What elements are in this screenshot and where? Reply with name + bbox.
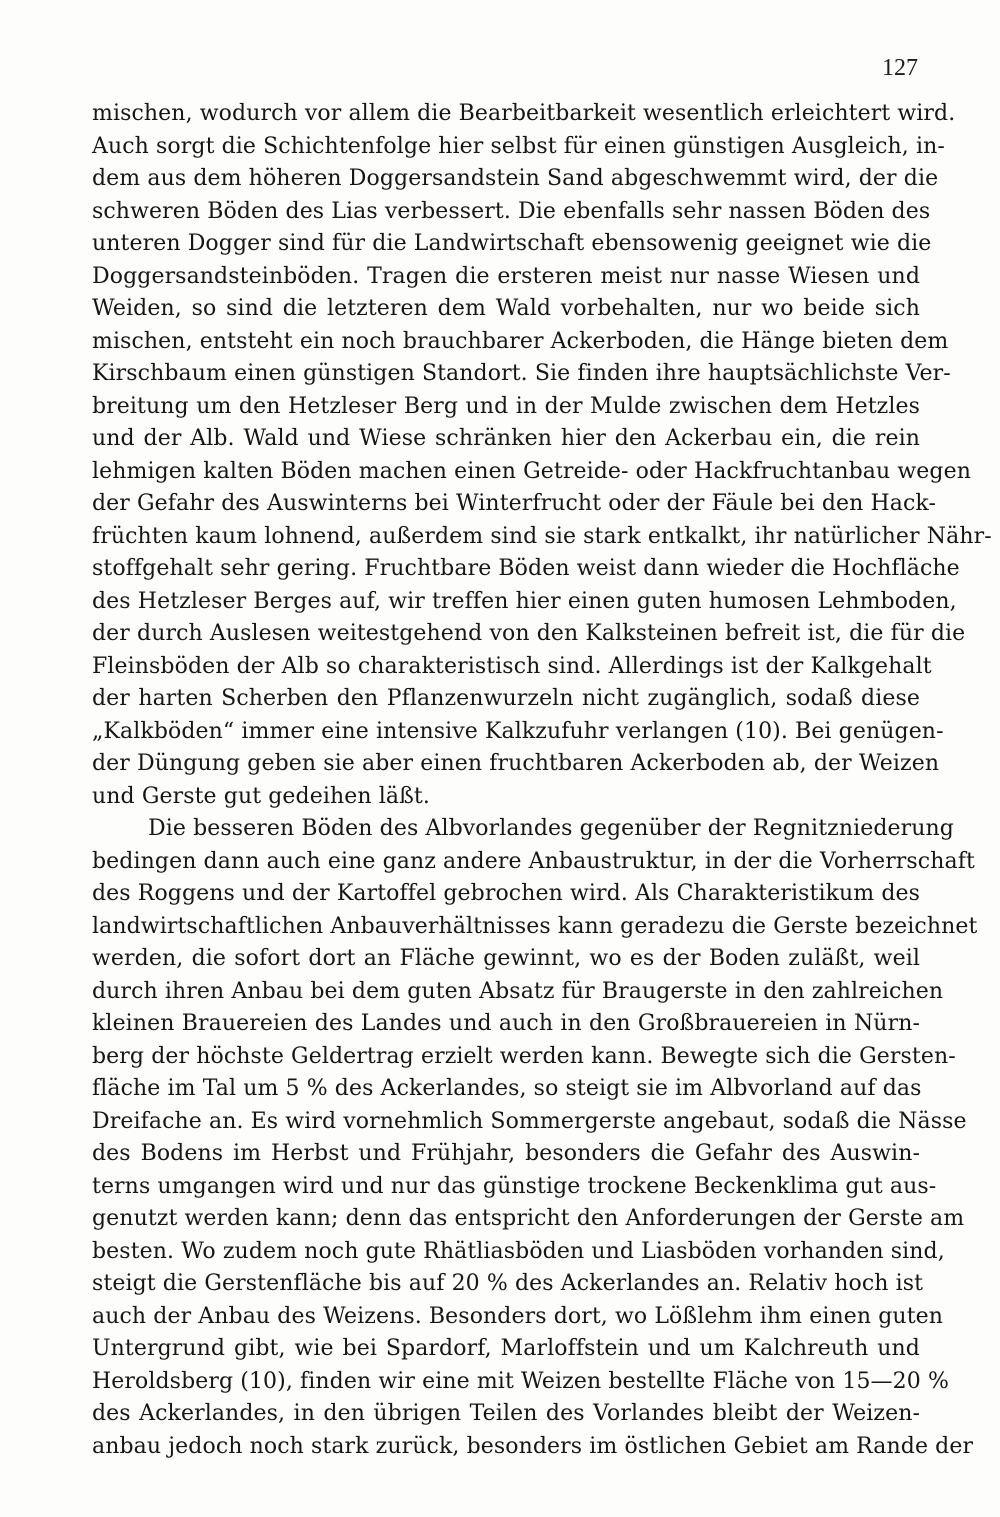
text-line: schweren Böden des Lias verbessert. Die ebenfalls sehr nassen Böden des: [92, 198, 931, 224]
text-line: mischen, wodurch vor allem die Bearbeitbarkeit wesentlich erleichtert wird.: [92, 101, 956, 126]
text-line: des Roggens und der Kartoffel gebrochen wird. Als Charakteristikum des: [92, 881, 921, 906]
text-line: werden, die sofort dort an Fläche gewinnt, wo es der Boden zuläßt, weil: [92, 946, 920, 971]
text-line: Weiden, so sind die letzteren dem Wald vorbehalten, nur wo beide sich: [92, 296, 920, 321]
page-number: 127: [882, 55, 918, 81]
text-line: Dreifache an. Es wird vornehmlich Sommergerste angebaut, sodaß die Nässe: [92, 1108, 967, 1134]
text-line: kleinen Brauereien des Landes und auch in den Großbrauereien in Nürn-: [92, 1011, 920, 1036]
text-line: Doggersandsteinböden. Tragen die ersteren meist nur nasse Wiesen und: [92, 263, 920, 289]
text-line: berg der höchste Geldertrag erzielt werden kann. Bewegte sich die Gersten-: [92, 1043, 956, 1069]
text-line: bedingen dann auch eine ganz andere Anbaustruktur, in der die Vorherrschaft: [92, 848, 975, 874]
text-line: der Düngung geben sie aber einen fruchtbaren Ackerboden ab, der Weizen: [92, 751, 940, 776]
text-line: durch ihren Anbau bei dem guten Absatz für Braugerste in den zahlreichen: [92, 978, 944, 1004]
text-line: genutzt werden kann; denn das entspricht den Anforderungen der Gerste am: [92, 1206, 965, 1231]
text-line: stoffgehalt sehr gering. Fruchtbare Böden weist dann wieder die Hochfläche: [92, 556, 960, 581]
text-line: besten. Wo zudem noch gute Rhätliasböden und Liasböden vorhanden sind,: [92, 1238, 945, 1264]
text-line: des Bodens im Herbst und Frühjahr, besonders die Gefahr des Auswin-: [92, 1141, 920, 1166]
text-line: Heroldsberg (10), finden wir eine mit Weizen bestellte Fläche von 15—20 %: [92, 1368, 949, 1394]
paragraph-end-line: und Gerste gut gedeihen läßt.: [92, 783, 430, 809]
text-line: des Ackerlandes, in den übrigen Teilen des Vorlandes bleibt der Weizen-: [92, 1401, 920, 1426]
text-line: breitung um den Hetzleser Berg und in der Mulde zwischen dem Hetzles: [92, 393, 920, 419]
text-line: der Gefahr des Auswinterns bei Winterfrucht oder der Fäule bei den Hack-: [92, 491, 937, 516]
text-line: lehmigen kalten Böden machen einen Getreide- oder Hackfruchtanbau wegen: [92, 458, 971, 484]
text-line: mischen, entsteht ein noch brauchbarer Ackerboden, die Hänge bieten dem: [92, 328, 949, 354]
body-text: [92, 98, 992, 1463]
text-line: dem aus dem höheren Doggersandstein Sand abgeschwemmt wird, der die: [92, 166, 939, 191]
text-line: Kirschbaum einen günstigen Standort. Sie finden ihre hauptsächlichste Ver-: [92, 361, 951, 386]
paragraph-start-line: Die besseren Böden des Albvorlandes gegenüber der Regnitzniederung: [148, 816, 954, 841]
text-line: auch der Anbau des Weizens. Besonders dort, wo Lößlehm ihm einen guten: [92, 1303, 944, 1329]
text-line: Auch sorgt die Schichtenfolge hier selbst für einen günstigen Ausgleich, in-: [92, 133, 945, 159]
text-line: der durch Auslesen weitestgehend von den Kalksteinen befreit ist, die für die: [92, 621, 966, 646]
text-line: und der Alb. Wald und Wiese schränken hier den Ackerbau ein, die rein: [92, 426, 920, 451]
text-line: des Hetzleser Berges auf, wir treffen hier einen guten humosen Lehmboden,: [92, 588, 957, 614]
text-line: landwirtschaftlichen Anbauverhältnisses kann geradezu die Gerste bezeichnet: [92, 913, 978, 939]
text-line: terns umgangen wird und nur das günstige trockene Beckenklima gut aus-: [92, 1173, 937, 1199]
text-line: Untergrund gibt, wie bei Spardorf, Marloffstein und um Kalchreuth und: [92, 1336, 920, 1361]
text-line: fläche im Tal um 5 % des Ackerlandes, so steigt sie im Albvorland auf das: [92, 1076, 922, 1101]
text-line: früchten kaum lohnend, außerdem sind sie stark entkalkt, ihr natürlicher Nähr-: [92, 523, 992, 549]
text-line: steigt die Gerstenfläche bis auf 20 % des Ackerlandes an. Relativ hoch ist: [92, 1271, 924, 1296]
text-line: „Kalkböden“ immer eine intensive Kalkzufuhr verlangen (10). Bei genügen-: [92, 718, 944, 744]
text-line: Fleinsböden der Alb so charakteristisch sind. Allerdings ist der Kalkgehalt: [92, 653, 932, 679]
text-line: anbau jedoch noch stark zurück, besonders im östlichen Gebiet am Rande der: [92, 1433, 974, 1459]
text-line: der harten Scherben den Pflanzenwurzeln nicht zugänglich, sodaß diese: [92, 686, 920, 711]
text-line: unteren Dogger sind für die Landwirtschaft ebensowenig geeignet wie die: [92, 231, 932, 256]
